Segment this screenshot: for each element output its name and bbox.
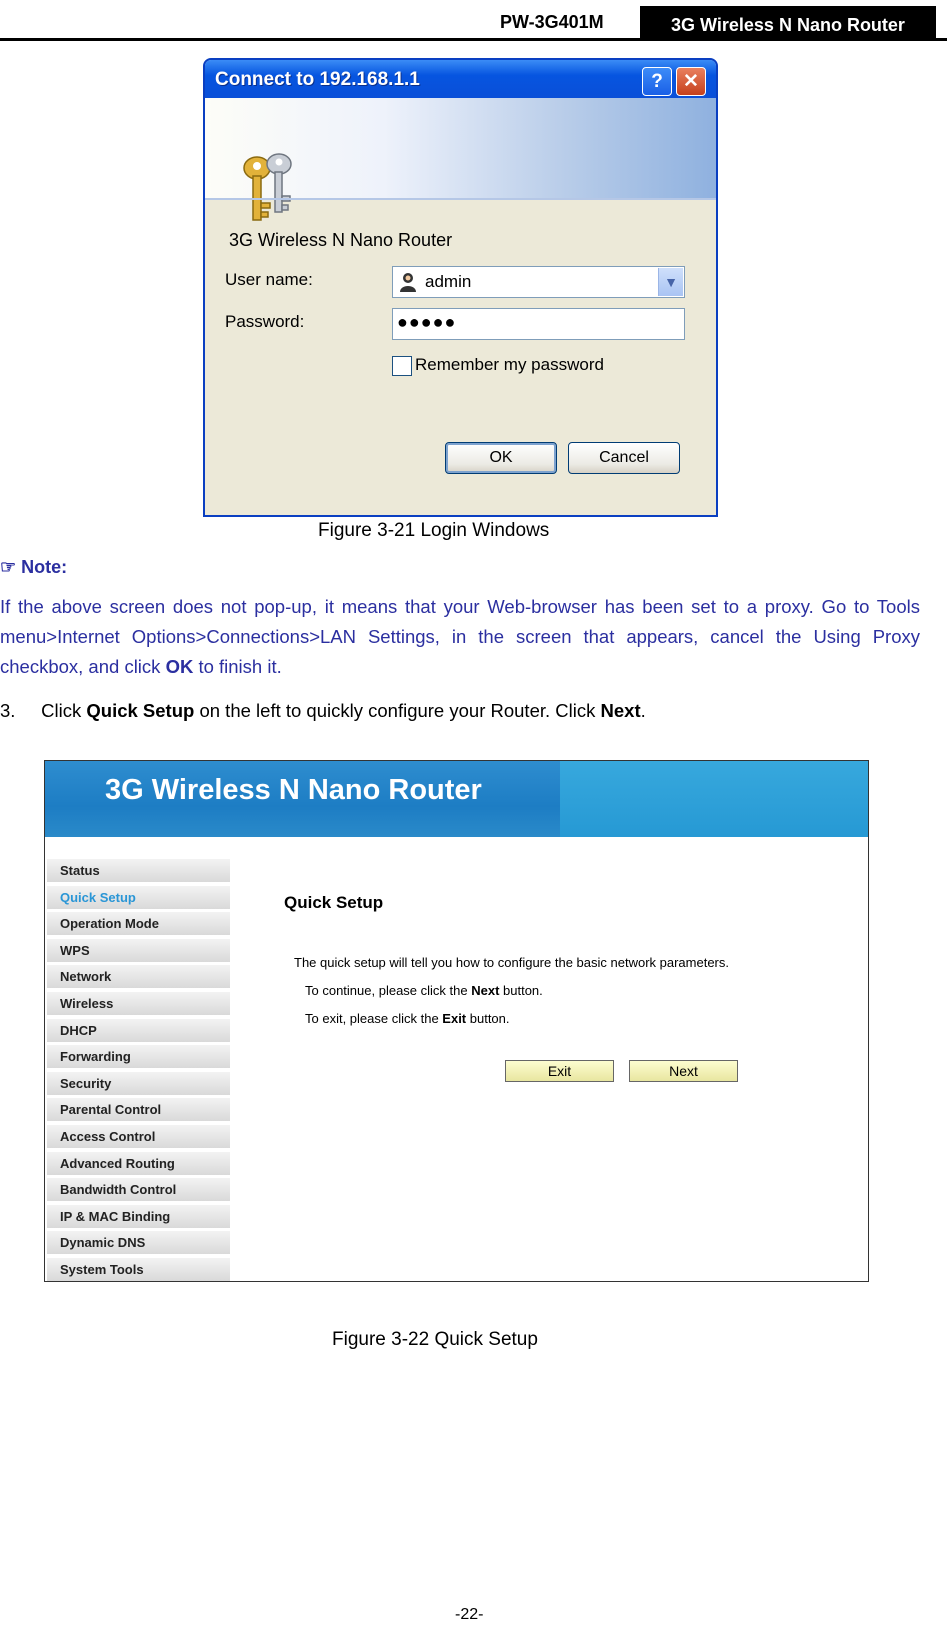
user-name-label: User name: — [225, 270, 313, 289]
ok-button[interactable]: OK — [445, 442, 557, 474]
password-value: ●●●●● — [397, 312, 457, 332]
quick-setup-line-3 — [305, 1011, 510, 1026]
step-3 — [0, 700, 646, 722]
header-rule — [0, 38, 947, 41]
note-text-b: to finish it. — [193, 656, 282, 677]
next-button[interactable]: Next — [629, 1060, 738, 1082]
banner-divider — [205, 198, 716, 200]
router-web-ui — [44, 760, 869, 1282]
line3-c: button. — [466, 1011, 510, 1026]
note-label: Note: — [21, 557, 68, 577]
remember-password-label[interactable]: Remember my password — [415, 355, 604, 374]
sidebar-item-network[interactable]: Network — [47, 965, 230, 989]
step-number: 3. — [0, 700, 16, 721]
line2-bold: Next — [471, 983, 500, 998]
step-bold-1: Quick Setup — [86, 700, 195, 721]
exit-button[interactable]: Exit — [505, 1060, 614, 1082]
note-text-bold: OK — [165, 656, 194, 677]
step-text-1: Click — [41, 700, 87, 721]
sidebar-item-wireless[interactable]: Wireless — [47, 992, 230, 1016]
dialog-title: Connect to 192.168.1.1 — [215, 69, 420, 90]
sidebar-item-ip-mac-binding[interactable]: IP & MAC Binding — [47, 1205, 230, 1229]
sidebar-item-system-tools[interactable]: System Tools — [47, 1258, 230, 1282]
line3-bold: Exit — [442, 1011, 467, 1026]
login-dialog — [203, 58, 718, 517]
note-text-a: If the above screen does not pop-up, it means that your Web-browser has been set to a proxy. Go to Tools menu>Internet Options>Connections>LAN Settings, in the screen that appears, cancel the Using Proxy checkbox, and click — [0, 596, 920, 677]
step-bold-2: Next — [600, 700, 641, 721]
sidebar-item-dhcp[interactable]: DHCP — [47, 1019, 230, 1043]
router-sidebar — [45, 837, 232, 1281]
dialog-banner — [205, 98, 716, 198]
figure-caption-3-22: Figure 3-22 Quick Setup — [332, 1329, 538, 1350]
quick-setup-line-2 — [305, 983, 543, 998]
figure-caption-3-21: Figure 3-21 Login Windows — [318, 520, 550, 541]
sidebar-item-operation-mode[interactable]: Operation Mode — [47, 912, 230, 936]
sidebar-item-parental-control[interactable]: Parental Control — [47, 1098, 230, 1122]
header-product: 3G Wireless N Nano Router — [640, 6, 936, 40]
user-name-value: admin — [425, 272, 472, 291]
header-model: PW-3G401M — [500, 12, 604, 32]
line2-c: button. — [499, 983, 543, 998]
note-text — [0, 592, 920, 682]
keys-icon — [235, 148, 305, 228]
dialog-titlebar — [205, 60, 716, 98]
quick-setup-line-1: The quick setup will tell you how to configure the basic network parameters. — [294, 955, 729, 970]
sidebar-item-quick-setup[interactable]: Quick Setup — [47, 886, 230, 910]
router-banner-right — [560, 761, 868, 837]
sidebar-item-bandwidth-control[interactable]: Bandwidth Control — [47, 1178, 230, 1202]
sidebar-item-status[interactable]: Status — [47, 859, 230, 883]
page-number: -22- — [455, 1606, 484, 1623]
step-text-3: . — [640, 700, 646, 721]
sidebar-item-dynamic-dns[interactable]: Dynamic DNS — [47, 1231, 230, 1255]
sidebar-item-access-control[interactable]: Access Control — [47, 1125, 230, 1149]
password-field[interactable] — [392, 308, 685, 340]
line2-a: To continue, please click the — [305, 983, 472, 998]
line3-a: To exit, please click the — [305, 1011, 443, 1026]
remember-password-checkbox[interactable] — [392, 356, 412, 376]
password-label: Password: — [225, 312, 305, 331]
sidebar-item-advanced-routing[interactable]: Advanced Routing — [47, 1152, 230, 1176]
pointing-hand-icon: ☞ — [0, 557, 17, 577]
sidebar-item-wps[interactable]: WPS — [47, 939, 230, 963]
close-icon[interactable]: ✕ — [676, 67, 706, 96]
site-name: 3G Wireless N Nano Router — [229, 230, 453, 250]
chevron-down-icon[interactable]: ▼ — [658, 268, 683, 296]
note-heading — [0, 557, 67, 578]
cancel-button[interactable]: Cancel — [568, 442, 680, 474]
router-main-panel — [232, 837, 868, 1281]
step-text-2: on the left to quickly configure your Router. Click — [194, 700, 601, 721]
user-name-combobox[interactable] — [392, 266, 685, 298]
help-icon[interactable]: ? — [642, 67, 672, 96]
sidebar-item-security[interactable]: Security — [47, 1072, 230, 1096]
sidebar-item-forwarding[interactable]: Forwarding — [47, 1045, 230, 1069]
router-banner-title: 3G Wireless N Nano Router — [105, 774, 482, 806]
user-icon — [399, 271, 417, 293]
quick-setup-heading: Quick Setup — [284, 893, 384, 912]
